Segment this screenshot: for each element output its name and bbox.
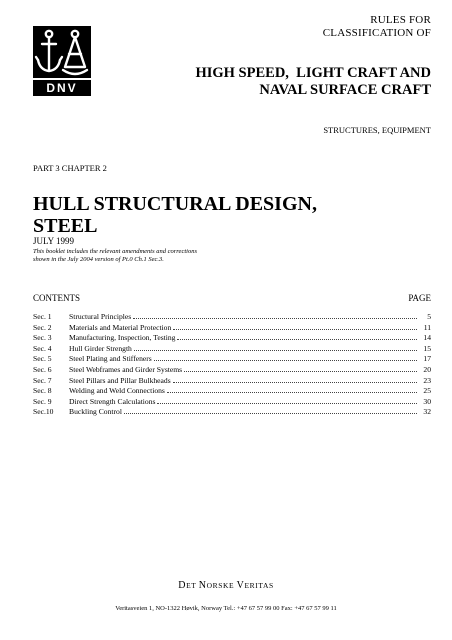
toc-row[interactable]: [33, 397, 431, 408]
toc-sec-title: Steel Webframes and Girder Systems: [69, 364, 183, 374]
toc-page-number: 14: [423, 333, 431, 343]
publisher-address: Veritasveien 1, NO-1322 Høvik, Norway Tel.: +47 67 57 99 00 Fax: +47 67 57 99 11: [115, 605, 337, 612]
toc-leader-dots: [173, 381, 417, 383]
toc-sec-number: Sec. 4: [33, 343, 52, 353]
toc-sec-number: Sec. 6: [33, 364, 52, 374]
publisher-v: V: [236, 580, 245, 591]
publication-date: JULY 1999: [33, 236, 75, 246]
toc-page-number: 32: [423, 407, 431, 417]
vessel-type-heading: [195, 65, 431, 99]
toc-sec-title: Hull Girder Strength: [69, 343, 132, 353]
toc-leader-dots: [184, 370, 417, 372]
toc-sec-number: Sec. 7: [33, 375, 52, 385]
toc-leader-dots: [167, 391, 417, 393]
note-line-2: shown in the July 2004 version of Pt.0 Ch.1 Sec.3.: [33, 256, 164, 263]
toc-sec-title: Welding and Weld Connections: [69, 386, 165, 396]
publisher-et: ET: [186, 581, 199, 590]
rules-heading: [323, 14, 431, 40]
vessel-line-1: HIGH SPEED, LIGHT CRAFT AND: [195, 65, 431, 81]
publisher-orske: ORSKE: [206, 581, 237, 590]
toc-sec-title: Manufacturing, Inspection, Testing: [69, 333, 176, 343]
publisher-name: [0, 580, 452, 591]
vessel-line-2: NAVAL SURFACE CRAFT: [259, 82, 431, 98]
toc-page-number: 17: [423, 354, 431, 364]
toc-page-number: 25: [423, 386, 431, 396]
toc-row[interactable]: [33, 354, 431, 365]
toc-page-number: 20: [423, 364, 431, 374]
toc-sec-title: Steel Pillars and Pillar Bulkheads: [69, 375, 171, 385]
section-label: STRUCTURES, EQUIPMENT: [323, 125, 431, 135]
toc-row[interactable]: [33, 312, 431, 323]
toc-leader-dots: [177, 338, 417, 340]
toc-leader-dots: [154, 359, 417, 361]
toc-sec-number: Sec. 3: [33, 333, 52, 343]
toc-sec-title: Buckling Control: [69, 407, 122, 417]
toc-leader-dots: [173, 328, 417, 330]
title-line-2: STEEL: [33, 215, 98, 237]
toc-sec-title: Materials and Material Protection: [69, 322, 172, 332]
toc-sec-number: Sec.10: [33, 407, 54, 417]
toc-sec-number: Sec. 2: [33, 322, 52, 332]
toc-leader-dots: [124, 412, 417, 414]
logo-text: DNV: [46, 81, 78, 95]
toc-row[interactable]: [33, 407, 431, 418]
toc-row[interactable]: [33, 365, 431, 376]
toc-sec-number: Sec. 5: [33, 354, 52, 364]
toc-sec-number: Sec. 1: [33, 312, 52, 321]
dnv-logo: [33, 26, 91, 96]
toc-row[interactable]: [33, 386, 431, 397]
toc-sec-number: Sec. 9: [33, 396, 52, 406]
page-column-heading: PAGE: [408, 293, 431, 303]
rules-line-1: RULES FOR: [370, 14, 431, 26]
toc-leader-dots: [157, 402, 417, 404]
toc-sec-title: Direct Strength Calculations: [69, 396, 156, 406]
toc-page-number: 30: [423, 396, 431, 406]
toc-sec-number: Sec. 8: [33, 386, 52, 396]
toc-row[interactable]: [33, 376, 431, 387]
part-chapter-label: PART 3 CHAPTER 2: [33, 163, 107, 173]
toc-leader-dots: [133, 317, 417, 319]
toc-leader-dots: [134, 349, 417, 351]
document-title: [33, 193, 317, 237]
table-of-contents: [33, 312, 431, 418]
publisher-n: N: [198, 580, 207, 591]
note-line-1: This booklet includes the relevant amendments and corrections: [33, 248, 197, 255]
toc-page-number: 5: [427, 312, 431, 321]
toc-sec-title: Steel Plating and Stiffeners: [69, 354, 152, 364]
toc-page-number: 23: [423, 375, 431, 385]
toc-page-number: 11: [423, 322, 431, 332]
toc-row[interactable]: [33, 333, 431, 344]
amendment-note: [33, 248, 293, 264]
toc-row[interactable]: [33, 323, 431, 334]
publisher-eritas: ERITAS: [244, 581, 274, 590]
toc-sec-title: Structural Principles: [69, 312, 132, 321]
contents-heading: CONTENTS: [33, 293, 80, 303]
title-line-1: HULL STRUCTURAL DESIGN,: [33, 193, 317, 215]
publisher-d: D: [178, 580, 187, 591]
rules-line-2: CLASSIFICATION OF: [322, 27, 431, 39]
toc-row[interactable]: [33, 344, 431, 355]
toc-page-number: 15: [423, 343, 431, 353]
